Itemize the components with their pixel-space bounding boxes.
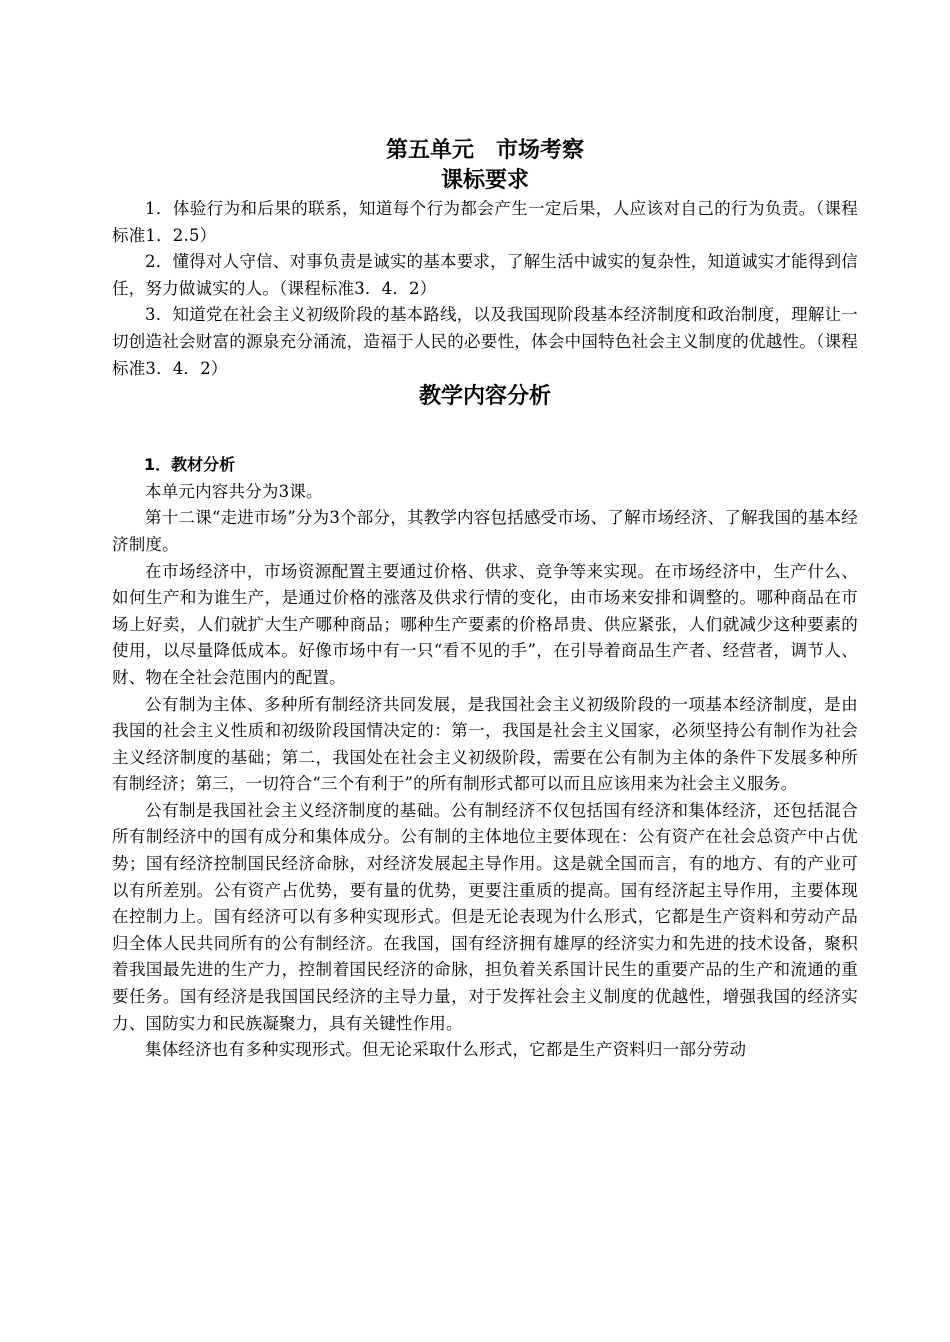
body-paragraph-3: 在市场经济中，市场资源配置主要通过价格、供求、竞争等来实现。在市场经济中，生产什么、如何生产和为谁生产，是通过价格的涨落及供求行情的变化，由市场来安排和调整的。哪种商品在市场上好卖，人们就扩大生产哪种商品；哪种生产要素的价格昂贵、供应紧张，人们就减少这种要素的使用，以尽量降低成本。好像市场中有一只“看不见的手”，在引导着商品生产者、经营者，调节人、财、物在全社会范围内的配置。 <box>112 561 858 687</box>
document-page <box>112 136 858 1064</box>
spacer <box>112 412 858 452</box>
body-paragraph-5: 公有制是我国社会主义经济制度的基础。公有制经济不仅包括国有经济和集体经济，还包括混合所有制经济中的国有成分和集体成分。公有制的主体地位主要体现在：公有资产在社会总资产中占优势；国有经济控制国民经济命脉，对经济发展起主导作用。这是就全国而言，有的地方、有的产业可以有所差别。公有资产占优势，要有量的优势，更要注重质的提高。国有经济起主导作用，主要体现在控制力上。国有经济可以有多种实现形式。但是无论表现为什么形式，它都是生产资料和劳动产品归全体人民共同所有的公有制经济。在我国，国有经济拥有雄厚的经济实力和先进的技术设备，聚积着我国最先进的生产力，控制着国民经济的命脉，担负着关系国计民生的重要产品的生产和流通的重要任务。国有经济是我国国民经济的主导力量，对于发挥社会主义制度的优越性，增强我国的经济实力、国防实力和民族凝聚力，具有关键性作用。 <box>112 800 858 1033</box>
body-paragraph-2: 第十二课“走进市场”分为3个部分，其教学内容包括感受市场、了解市场经济、了解我国的基本经济制度。 <box>112 508 858 554</box>
standard-item-2: 2．懂得对人守信、对事负责是诚实的基本要求，了解生活中诚实的复杂性，知道诚实才能得到信任，努力做诚实的人。（课程标准3．4．2） <box>112 252 858 298</box>
body-paragraph-6: 集体经济也有多种实现形式。但无论采取什么形式，它都是生产资料归一部分劳动 <box>145 1040 747 1060</box>
material-analysis-heading: 1．教材分析 <box>144 455 236 475</box>
unit-title: 第五单元 市场考察 <box>385 138 584 163</box>
standard-item-1: 1．体验行为和后果的联系，知道每个行为都会产生一定后果，人应该对自己的行为负责。（课程标准1．2.5） <box>112 199 858 245</box>
body-paragraph-1: 本单元内容共分为3课。 <box>145 481 323 501</box>
analysis-heading: 教学内容分析 <box>418 384 551 410</box>
standard-item-3: 3．知道党在社会主义初级阶段的基本路线，以及我国现阶段基本经济制度和政治制度，理解让一切创造社会财富的源泉充分涌流，造福于人民的必要性，体会中国特色社会主义制度的优越性。（课程标准3．4．2） <box>112 305 858 378</box>
standards-heading: 课标要求 <box>440 168 529 193</box>
body-paragraph-4: 公有制为主体、多种所有制经济共同发展，是我国社会主义初级阶段的一项基本经济制度，是由我国的社会主义性质和初级阶段国情决定的：第一，我国是社会主义国家，必须坚持公有制作为社会主义经济制度的基础；第二，我国处在社会主义初级阶段，需要在公有制为主体的条件下发展多种所有制经济；第三，一切符合“三个有利于”的所有制形式都可以而且应该用来为社会主义服务。 <box>112 694 858 794</box>
